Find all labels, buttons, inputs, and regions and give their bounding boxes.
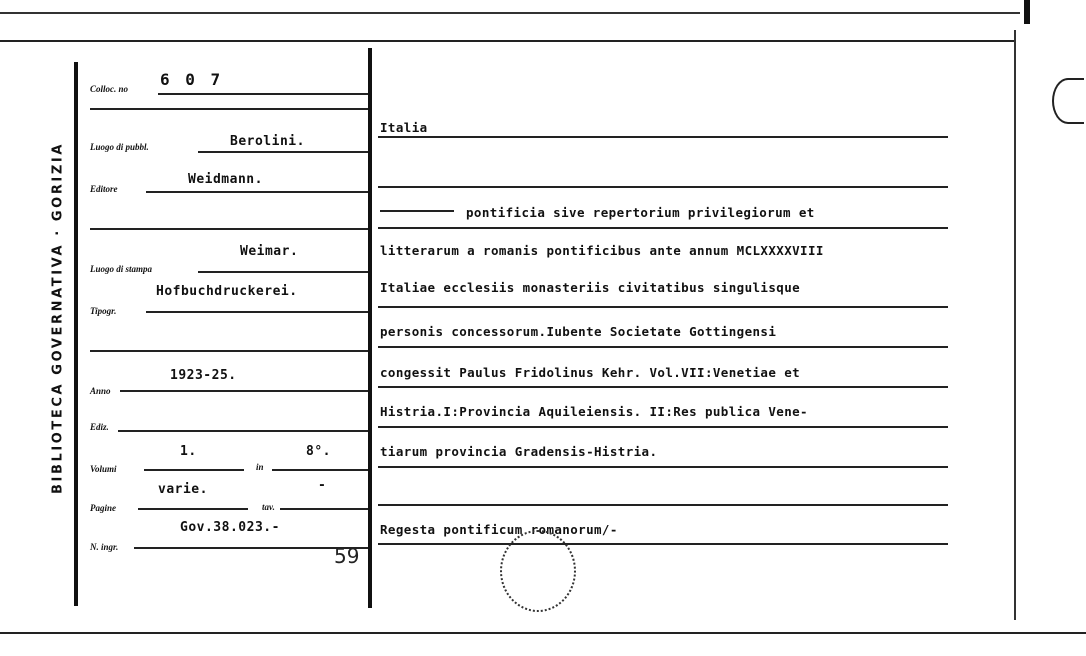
tav-label: tav. xyxy=(262,502,275,512)
circular-stamp xyxy=(500,530,576,612)
luogo-stampa-rule xyxy=(198,271,368,273)
record-line-1: pontificia sive repertorium privilegiorum et xyxy=(466,205,815,220)
anno-rule xyxy=(120,390,368,392)
n-ingr-value: Gov.38.023.- xyxy=(180,520,280,535)
section-rule-3 xyxy=(90,350,368,352)
punch-hole-mark xyxy=(1052,78,1084,124)
pagine-rule xyxy=(138,508,248,510)
handwritten-number: 59 xyxy=(334,544,360,568)
record-line-2: litterarum a romanis pontificibus ante annum MCLXXXXVIII xyxy=(380,243,824,258)
pagine-value: varie. xyxy=(158,482,208,497)
right-rule-5 xyxy=(378,346,948,348)
editore-rule xyxy=(146,191,368,193)
tav-value: - xyxy=(318,478,327,493)
edizione-label: Ediz. xyxy=(90,422,109,432)
card-top-edge xyxy=(0,40,1014,42)
right-rule-3 xyxy=(378,227,948,229)
title-dash xyxy=(380,210,454,212)
luogo-pubbl-label: Luogo di pubbl. xyxy=(90,142,149,152)
right-rule-1 xyxy=(378,136,948,138)
tipografo-label: Tipogr. xyxy=(90,306,117,316)
card-bottom-edge xyxy=(0,632,1086,634)
section-rule-2 xyxy=(90,228,368,230)
formato-rule xyxy=(272,469,368,471)
editore-label: Editore xyxy=(90,184,118,194)
record-heading: Italia xyxy=(380,120,428,135)
pagine-label: Pagine xyxy=(90,503,116,513)
record-line-9: Regesta pontificum romanorum/- xyxy=(380,522,618,537)
right-rule-9 xyxy=(378,504,948,506)
tav-rule xyxy=(280,508,368,510)
volumi-format: 8°. xyxy=(306,444,331,459)
right-rule-10 xyxy=(378,543,948,545)
left-margin-rule xyxy=(74,62,78,606)
right-rule-6 xyxy=(378,386,948,388)
colloc-label: Colloc. no xyxy=(90,84,129,94)
anno-value: 1923-25. xyxy=(170,368,237,383)
n-ingr-rule xyxy=(134,547,368,549)
luogo-stampa-value: Weimar. xyxy=(240,244,299,259)
volumi-in-label: in xyxy=(256,462,264,472)
luogo-stampa-label: Luogo di stampa xyxy=(90,264,153,274)
edizione-rule xyxy=(118,430,368,432)
section-rule-1 xyxy=(90,108,368,110)
record-line-3: Italiae ecclesiis monasteriis civitatibus singulisque xyxy=(380,280,801,295)
library-stamp: BIBLIOTECA GOVERNATIVA · GORIZIA xyxy=(50,142,66,494)
column-divider-rule xyxy=(368,48,372,608)
card-right-edge xyxy=(1014,30,1016,620)
editore-value: Weidmann. xyxy=(188,172,263,187)
luogo-pubbl-value: Berolini. xyxy=(230,134,305,149)
colloc-rule xyxy=(158,93,368,95)
tipografo-rule xyxy=(146,311,368,313)
right-rule-4 xyxy=(378,306,948,308)
top-border-line xyxy=(0,12,1020,14)
volumi-rule xyxy=(144,469,244,471)
record-line-5: congessit Paulus Fridolinus Kehr. Vol.VII:Venetiae et xyxy=(380,365,801,380)
tipografo-value: Hofbuchdruckerei. xyxy=(156,284,298,299)
n-ingr-label: N. ingr. xyxy=(90,542,119,552)
scan-edge-mark xyxy=(1024,0,1030,24)
anno-label: Anno xyxy=(90,386,111,396)
right-rule-7 xyxy=(378,426,948,428)
volumi-value: 1. xyxy=(180,444,197,459)
record-line-6: Histria.I:Provincia Aquileiensis. II:Res publica Vene- xyxy=(380,404,808,419)
record-line-4: personis concessorum.Iubente Societate Gottingensi xyxy=(380,324,777,339)
right-rule-8 xyxy=(378,466,948,468)
volumi-label: Volumi xyxy=(90,464,117,474)
luogo-pubbl-rule xyxy=(198,151,368,153)
colloc-value: 6 0 7 xyxy=(160,70,224,89)
right-rule-2 xyxy=(378,186,948,188)
record-line-7: tiarum provincia Gradensis-Histria. xyxy=(380,444,658,459)
